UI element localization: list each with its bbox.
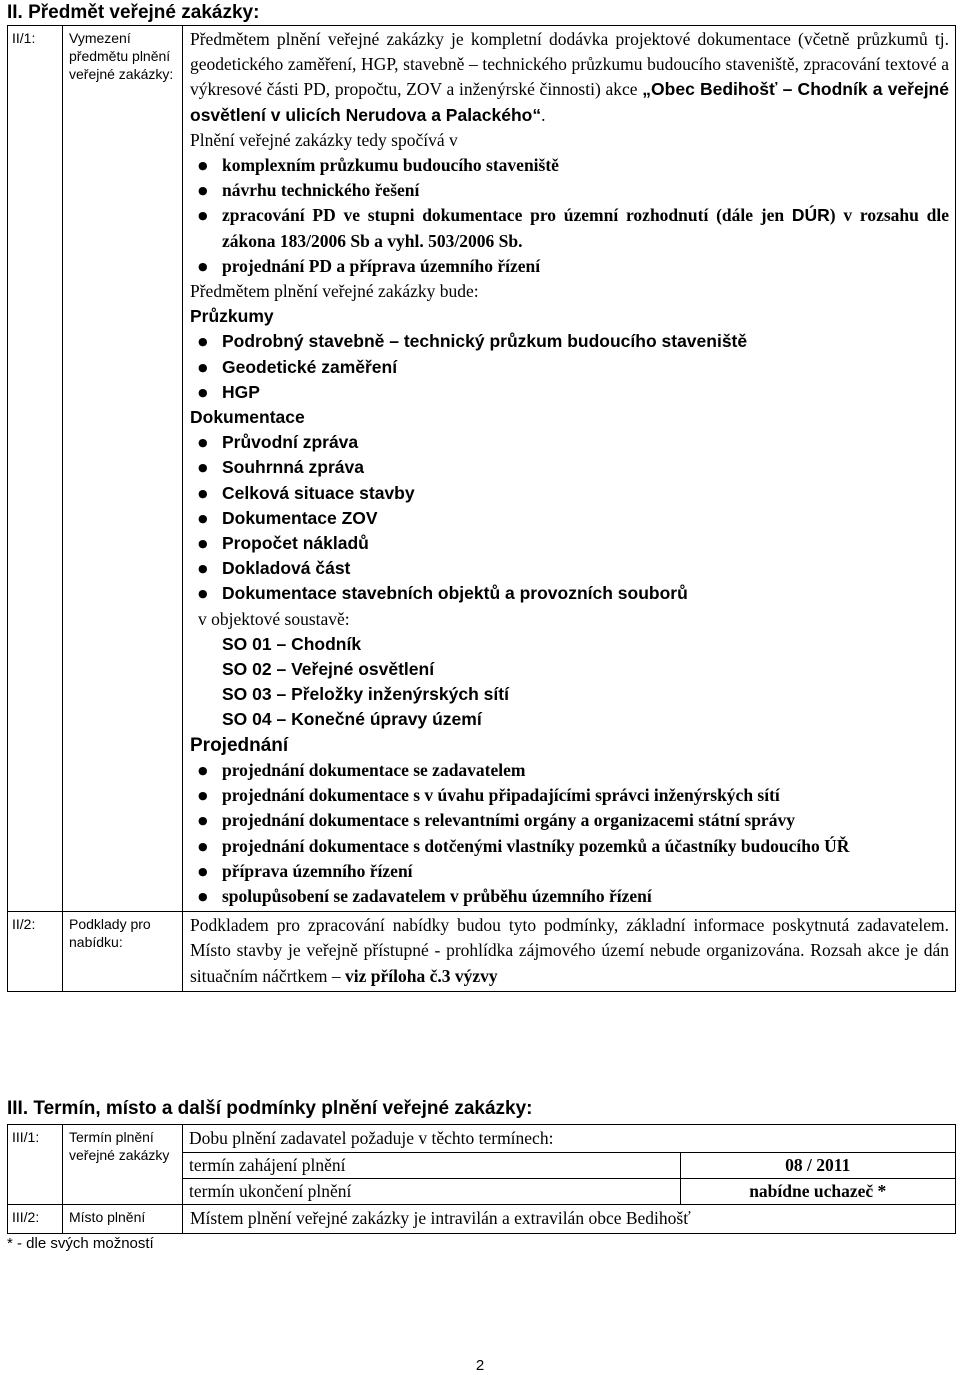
row-code: III/2: [8,1205,63,1234]
objekt-lead: v objektové soustavě: [198,608,350,629]
footnote: * - dle svých možností [7,1235,154,1252]
objekt-item: SO 01 – Chodník [222,633,362,654]
table-section-ii [7,25,956,992]
list-item: ● projednání dokumentace s relevantními orgány a organizacemi státní správy [190,808,949,833]
list-item: ● HGP [190,380,949,405]
row-code: III/1: [8,1125,63,1205]
row-label: Vymezení předmětu plnění veřejné zakázky: [63,26,183,912]
objekt-item: SO 02 – Veřejné osvětlení [222,659,435,680]
row-ii-2 [8,912,956,992]
term-table [183,1152,955,1204]
bullet-text: ) v rozsahu dle zákona 183/2006 Sb a vyhl. 503/2006 Sb. [222,205,950,251]
list-item: ● Podrobný stavebně – technický průzkum budoucího staveniště [190,329,949,354]
list-item: ● Celková situace stavby [190,481,949,506]
projednani-title: Projednání [190,734,289,756]
bullet-text: zpracování PD ve stupni dokumentace pro územní rozhodnutí (dále jen [222,205,792,226]
intro-paragraph [190,27,949,128]
list-item: ● spolupůsobení se zadavatelem v průběhu územního řízení [190,884,949,909]
project-name: „Obec Bedihošť – Chodník a veřejné osvětlení v ulicích Nerudova a Palackého“ [190,79,949,125]
pruzkumy-title: Průzkumy [190,306,274,327]
list-item: ● projednání PD a příprava územního řízení [190,254,949,279]
row-label: Místo plnění [63,1205,183,1234]
dokumentace-title: Dokumentace [190,407,305,428]
row-label: Podklady pro nabídku: [63,912,183,992]
list-item: ● projednání dokumentace s v úvahu připadajícími správci inženýrských sítí [190,783,949,808]
bullet-abbrev: DÚR [791,205,830,226]
end-value: nabídne uchazeč * [680,1179,955,1205]
page-number: 2 [475,1357,485,1374]
projednani-list [190,758,949,909]
pruzkumy-list [190,329,949,405]
start-label: termín zahájení plnění [183,1153,680,1179]
podklady-paragraph [190,913,949,989]
list-item: ● Průvodní zpráva [190,430,949,455]
row-label: Termín plnění veřejné zakázky [63,1125,183,1205]
row-iii-2 [8,1205,956,1234]
table-row [183,1179,955,1205]
objekt-item: SO 04 – Konečné úpravy území [222,709,482,730]
end-label: termín ukončení plnění [183,1179,680,1205]
podklady-text: Podkladem pro zpracování nabídky budou tyto podmínky, základní informace poskytnutá zadavatelem. Místo stavby je veřejně přístupné - prohlídka zájmového území nebude organizována. Rozsah akce je dán situačním náčrtkem – [190,915,949,986]
table-section-iii [7,1124,956,1234]
list-item: ● Propočet nákladů [190,531,949,556]
row-iii-1 [8,1125,956,1205]
row-code: II/2: [8,912,63,992]
section-heading-ii: II. Předmět veřejné zakázky: [7,2,260,23]
list-item: ● projednání dokumentace se zadavatelem [190,758,949,783]
start-value: 08 / 2011 [680,1153,955,1179]
list-item: ● komplexním průzkumu budoucího staveniště [190,153,949,178]
scope-list [190,153,949,279]
row-content: Místem plnění veřejné zakázky je intravilán a extravilán obce Bedihošť [183,1205,956,1234]
subject-line: Předmětem plnění veřejné zakázky bude: [190,281,479,302]
list-item: ● Dokumentace stavebních objektů a provozních souborů [190,581,949,606]
list-item: ● příprava územního řízení [190,859,949,884]
list-item: ● projednání dokumentace s dotčenými vlastníky pozemků a účastníky budoucího ÚŘ [190,834,949,859]
intro-end: . [541,104,546,125]
table-row [183,1153,955,1179]
row-code: II/1: [8,26,63,912]
dokumentace-list [190,430,949,606]
list-item: ● Souhrnná zpráva [190,455,949,480]
section-heading-iii: III. Termín, místo a další podmínky plnění veřejné zakázky: [7,1098,533,1119]
list-item: ● návrhu technického řešení [190,178,949,203]
intro-text: Předmětem plnění veřejné zakázky je kompletní dodávka projektové dokumentace (včetně průzkumů tj. geodetického zaměření, HGP, stavebně – technického průzkumu budoucího staveniště, zpracování textové a výkresové části PD, propočtu, ZOV a inženýrské činnosti) akce [190,29,949,100]
lead-line: Plnění veřejné zakázky tedy spočívá v [190,129,458,150]
row-ii-1 [8,26,956,912]
list-item [190,203,949,253]
objekt-item: SO 03 – Přeložky inženýrských sítí [222,684,509,705]
term-lead: Dobu plnění zadavatel požaduje v těchto termínech: [189,1128,554,1148]
row-content [183,26,956,912]
list-item: ● Dokumentace ZOV [190,506,949,531]
row-content [183,912,956,992]
list-item: ● Dokladová část [190,556,949,581]
attachment-reference: viz příloha č.3 výzvy [345,965,498,986]
row-content [183,1125,956,1205]
list-item: ● Geodetické zaměření [190,355,949,380]
